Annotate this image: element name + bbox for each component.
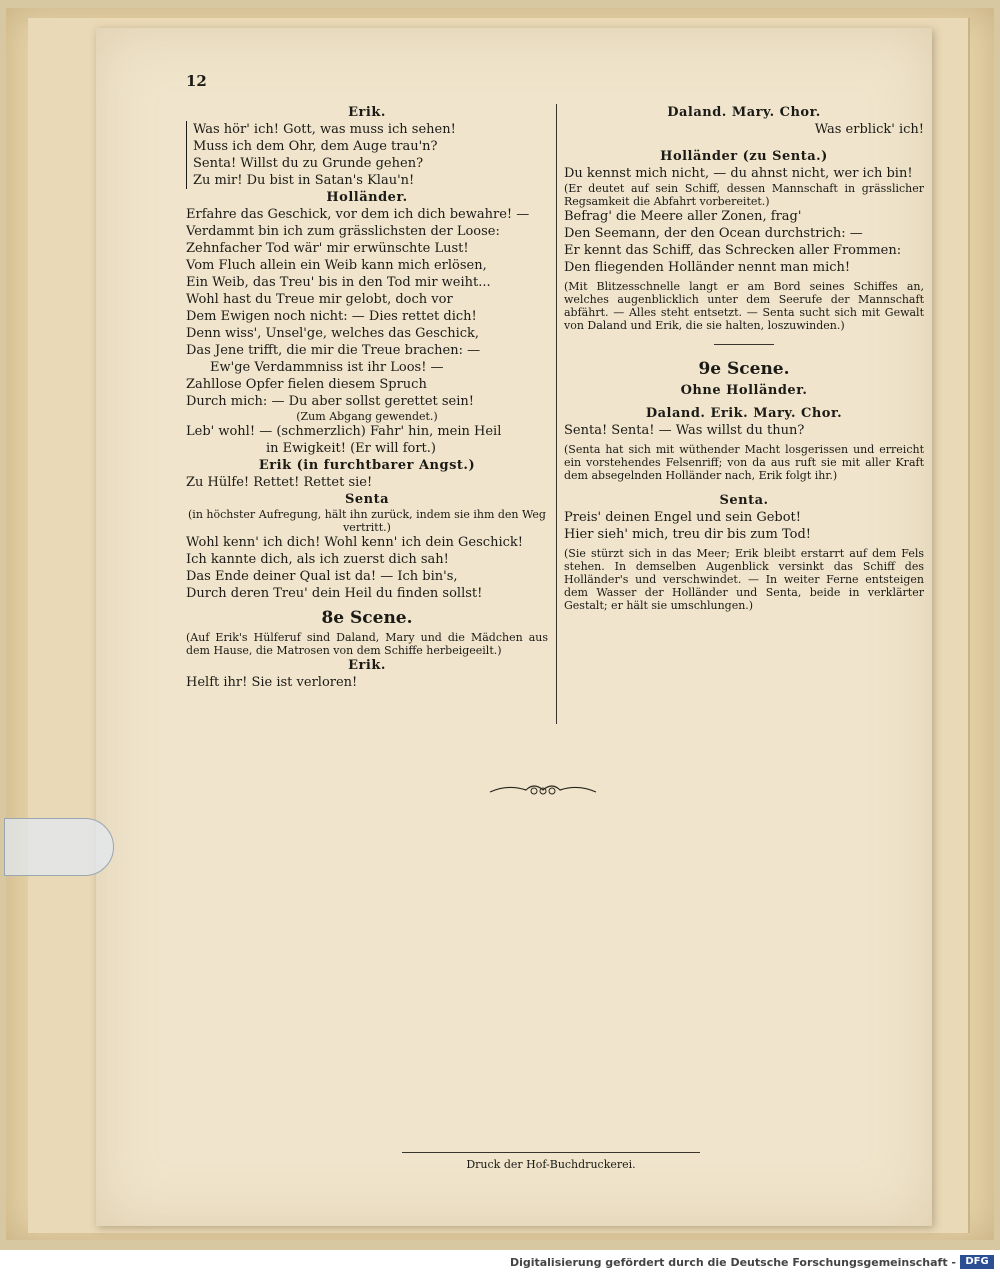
- stage-direction: (Zum Abgang gewendet.): [296, 410, 438, 423]
- verse-line: Ich kannte dich, als ich zuerst dich sah!: [186, 552, 449, 567]
- verse-line: Senta! Senta! — Was willst du thun?: [564, 423, 805, 438]
- page-number: 12: [186, 72, 207, 90]
- ornament-icon: [488, 780, 598, 800]
- footer-rule: [402, 1152, 700, 1153]
- speaker-senta: Senta.: [719, 493, 769, 508]
- verse-line: Wohl hast du Treue mir gelobt, doch vor: [186, 292, 453, 307]
- verse-line: Du kennst mich nicht, — du ahnst nicht, wer ich bin!: [564, 166, 913, 181]
- verse-line: Zu Hülfe! Rettet! Rettet sie!: [186, 475, 373, 490]
- speaker-hollaender: Holländer.: [326, 190, 408, 205]
- speaker-group: Daland. Erik. Mary. Chor.: [645, 406, 843, 421]
- verse-line: Helft ihr! Sie ist verloren!: [186, 675, 358, 690]
- scene-heading: 8e Scene.: [321, 608, 413, 628]
- verse-line: Ein Weib, das Treu' bis in den Tod mir weiht...: [186, 275, 491, 290]
- verse-line: Das Ende deiner Qual ist da! — Ich bin's,: [186, 569, 458, 584]
- speaker-erik: Erik.: [348, 105, 386, 120]
- column-divider: [556, 104, 557, 724]
- erik-verse: [186, 121, 548, 189]
- verse-line: Vom Fluch allein ein Weib kann mich erlösen,: [186, 258, 487, 273]
- verse-line: in Ewigkeit! (Er will fort.): [266, 441, 436, 456]
- stage-direction: (Senta hat sich mit wüthender Macht losgerissen und erreicht ein vorstehendes Felsenriff; von da aus ruft sie mit aller Kraft dem absegelnden Holländer nach, Erik folgt ihr.): [564, 443, 924, 482]
- stage-direction: (Mit Blitzesschnelle langt er am Bord seines Schiffes an, welches augenblicklich unter dem Seerufe der Mannschaft abfährt. — Alles steht entsetzt. — Senta sucht sich mit Gewalt von Daland und Erik, die sie halten, loszuwinden.): [564, 280, 924, 332]
- dfg-logo-icon[interactable]: DFG: [960, 1255, 994, 1269]
- speaker-chorus: Daland. Mary. Chor.: [667, 105, 821, 120]
- verse-line: Den Seemann, der den Ocean durchstrich: —: [564, 226, 863, 241]
- scene-heading: 9e Scene.: [698, 359, 790, 379]
- verse-line: Zahllose Opfer fielen diesem Spruch: [186, 377, 427, 392]
- stage-direction: (in höchster Aufregung, hält ihn zurück, indem sie ihm den Weg vertritt.): [188, 508, 546, 534]
- verse-line: Muss ich dem Ohr, dem Auge trau'n?: [193, 139, 438, 154]
- speaker-erik: Erik (in furchtbarer Angst.): [258, 458, 476, 473]
- verse-line: Befrag' die Meere aller Zonen, frag': [564, 209, 802, 224]
- verse-line: Den fliegenden Holländer nennt man mich!: [564, 260, 851, 275]
- verse-line: Denn wiss', Unsel'ge, welches das Geschick,: [186, 326, 480, 341]
- right-column: [564, 104, 924, 612]
- speaker-senta: Senta: [344, 492, 390, 507]
- verse-line: Hier sieh' mich, treu dir bis zum Tod!: [564, 527, 811, 542]
- page-clip: [4, 818, 114, 876]
- verse-line: Wohl kenn' ich dich! Wohl kenn' ich dein Geschick!: [186, 535, 523, 550]
- verse-line: Erfahre das Geschick, vor dem ich dich bewahre! —: [186, 207, 530, 222]
- speaker-erik: Erik.: [348, 658, 386, 673]
- stage-direction: (Auf Erik's Hülferuf sind Daland, Mary und die Mädchen aus dem Hause, die Matrosen von dem Schiffe herbeigeeilt.): [186, 631, 548, 657]
- verse-line: Was hör' ich! Gott, was muss ich sehen!: [193, 122, 456, 137]
- verse-line: Was erblick' ich!: [814, 122, 924, 137]
- verse-line: Zehnfacher Tod wär' mir erwünschte Lust!: [186, 241, 469, 256]
- verse-line: Ew'ge Verdammniss ist ihr Loos! —: [210, 360, 444, 375]
- scene-subtitle: Ohne Holländer.: [680, 383, 808, 398]
- dfg-banner: [0, 1252, 1000, 1274]
- verse-line: Verdammt bin ich zum grässlichsten der Loose:: [186, 224, 500, 239]
- verse-line: Dem Ewigen noch nicht: — Dies rettet dich!: [186, 309, 477, 324]
- left-column: [186, 104, 548, 691]
- speaker-hollaender: Holländer (zu Senta.): [660, 149, 828, 164]
- verse-line: Das Jene trifft, die mir die Treue brachen: —: [186, 343, 481, 358]
- verse-line: Er kennt das Schiff, das Schrecken aller Frommen:: [564, 243, 902, 258]
- dfg-banner-text: Digitalisierung gefördert durch die Deutsche Forschungsgemeinschaft -: [509, 1256, 956, 1269]
- printer-imprint: Druck der Hof-Buchdruckerei.: [466, 1158, 636, 1171]
- stage-direction: (Er deutet auf sein Schiff, dessen Mannschaft in grässlicher Regsamkeit die Abfahrt vorbereitet.): [564, 182, 924, 208]
- verse-line: Leb' wohl! — (schmerzlich) Fahr' hin, mein Heil: [186, 424, 502, 439]
- verse-line: Durch deren Treu' dein Heil du finden sollst!: [186, 586, 483, 601]
- verse-line: Durch mich: — Du aber sollst gerettet sein!: [186, 394, 474, 409]
- verse-line: Senta! Willst du zu Grunde gehen?: [193, 156, 424, 171]
- section-rule: [714, 344, 774, 345]
- verse-line: Zu mir! Du bist in Satan's Klau'n!: [193, 173, 415, 188]
- stage-direction: (Sie stürzt sich in das Meer; Erik bleibt erstarrt auf dem Fels stehen. In demselben Augenblick versinkt das Schiff des Holländer's und verschwindet. — In weiter Ferne entsteigen dem Wasser der Holländer und Senta, beide in verklärter Gestalt; er hält sie umschlungen.): [564, 547, 924, 612]
- verse-line: Preis' deinen Engel und sein Gebot!: [564, 510, 802, 525]
